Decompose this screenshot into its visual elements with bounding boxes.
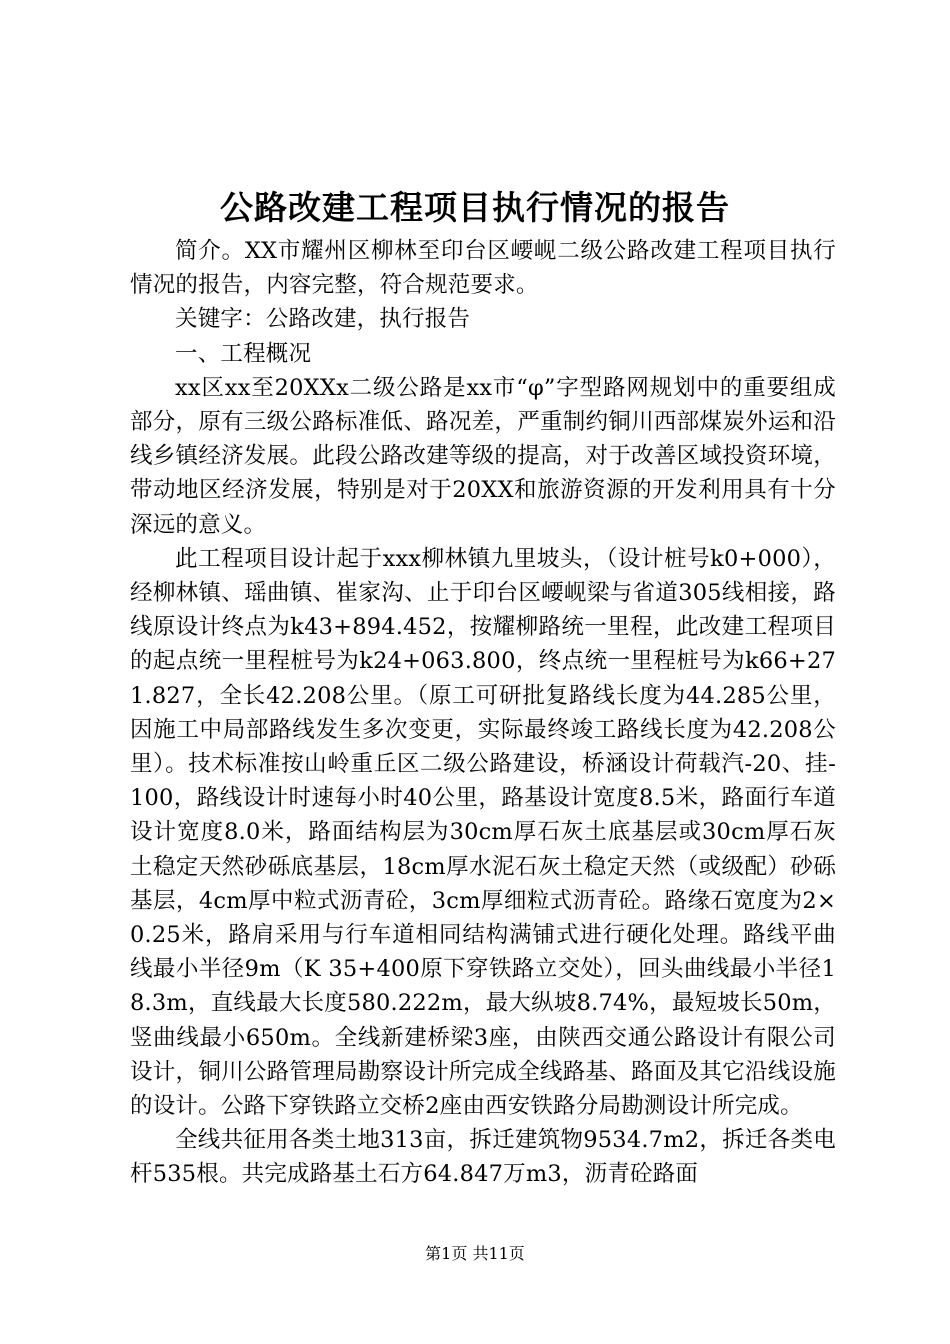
intro-paragraph: 简介。XX市耀州区柳林至印台区崾岘二级公路改建工程项目执行情况的报告，内容完整，符合规范要求。 [130, 238, 836, 299]
document-body [130, 234, 836, 1192]
body-paragraph: 全线共征用各类土地313亩，拆迁建筑物9534.7m2，拆迁各类电杆535根。共完成路基土石方64.847万m3，沥青砼路面 [130, 1127, 836, 1188]
body-paragraph: xx区xx至20XXx二级公路是xx市“φ”字型路网规划中的重要组成部分，原有三级公路标准低、路况差，严重制约铜川西部煤炭外运和沿线乡镇经济发展。此段公路改建等级的提高，对于改善区域投资环境，带动地区经济发展，特别是对于20XX和旅游资源的开发利用具有十分深远的意义。 [130, 374, 836, 538]
document-title: 公路改建工程项目执行情况的报告 [220, 188, 730, 227]
body-paragraph: 此工程项目设计起于xxx柳林镇九里坡头，（设计桩号k0+000），经柳林镇、瑶曲镇、崔家沟、止于印台区崾岘梁与省道305线相接，路线原设计终点为k43+894.452，按耀柳路统一里程，此改建工程项目的起点统一里程桩号为k24+063.800，终点统一里程桩号为k66+271.827，全长42.208公里。（原工可研批复路线长度为44.285公里，因施工中局部路线发生多次变更，实际最终竣工路线长度为42.208公里）。技术标准按山岭重丘区二级公路建设，桥涵设计荷载汽-20、挂-100，路线设计时速每小时40公里，路基设计宽度8.5米，路面行车道设计宽度8.0米，路面结构层为30cm厚石灰土底基层或30cm厚石灰土稳定天然砂砾底基层，18cm厚水泥石灰土稳定天然（或级配）砂砾基层，4cm厚中粒式沥青砼，3cm厚细粒式沥青砼。路缘石宽度为2×0.25米，路肩采用与行车道相同结构满铺式进行硬化处理。路线平曲线最小半径9m（K 35+400原下穿铁路立交处），回头曲线最小半径18.3m，直线最大长度580.222m，最大纵坡8.74%，最短坡长50m，竖曲线最小650m。全线新建桥梁3座，由陕西交通公路设计有限公司设计，铜川公路管理局勘察设计所完成全线路基、路面及其它沿线设施的设计。公路下穿铁路立交桥2座由西安铁路分局勘测设计所完成。 [130, 545, 836, 1120]
keywords-paragraph: 关键字：公路改建，执行报告 [175, 306, 471, 333]
page-number-footer: 第1页 共11页 [425, 1244, 525, 1263]
section-heading: 一、工程概况 [175, 340, 312, 367]
